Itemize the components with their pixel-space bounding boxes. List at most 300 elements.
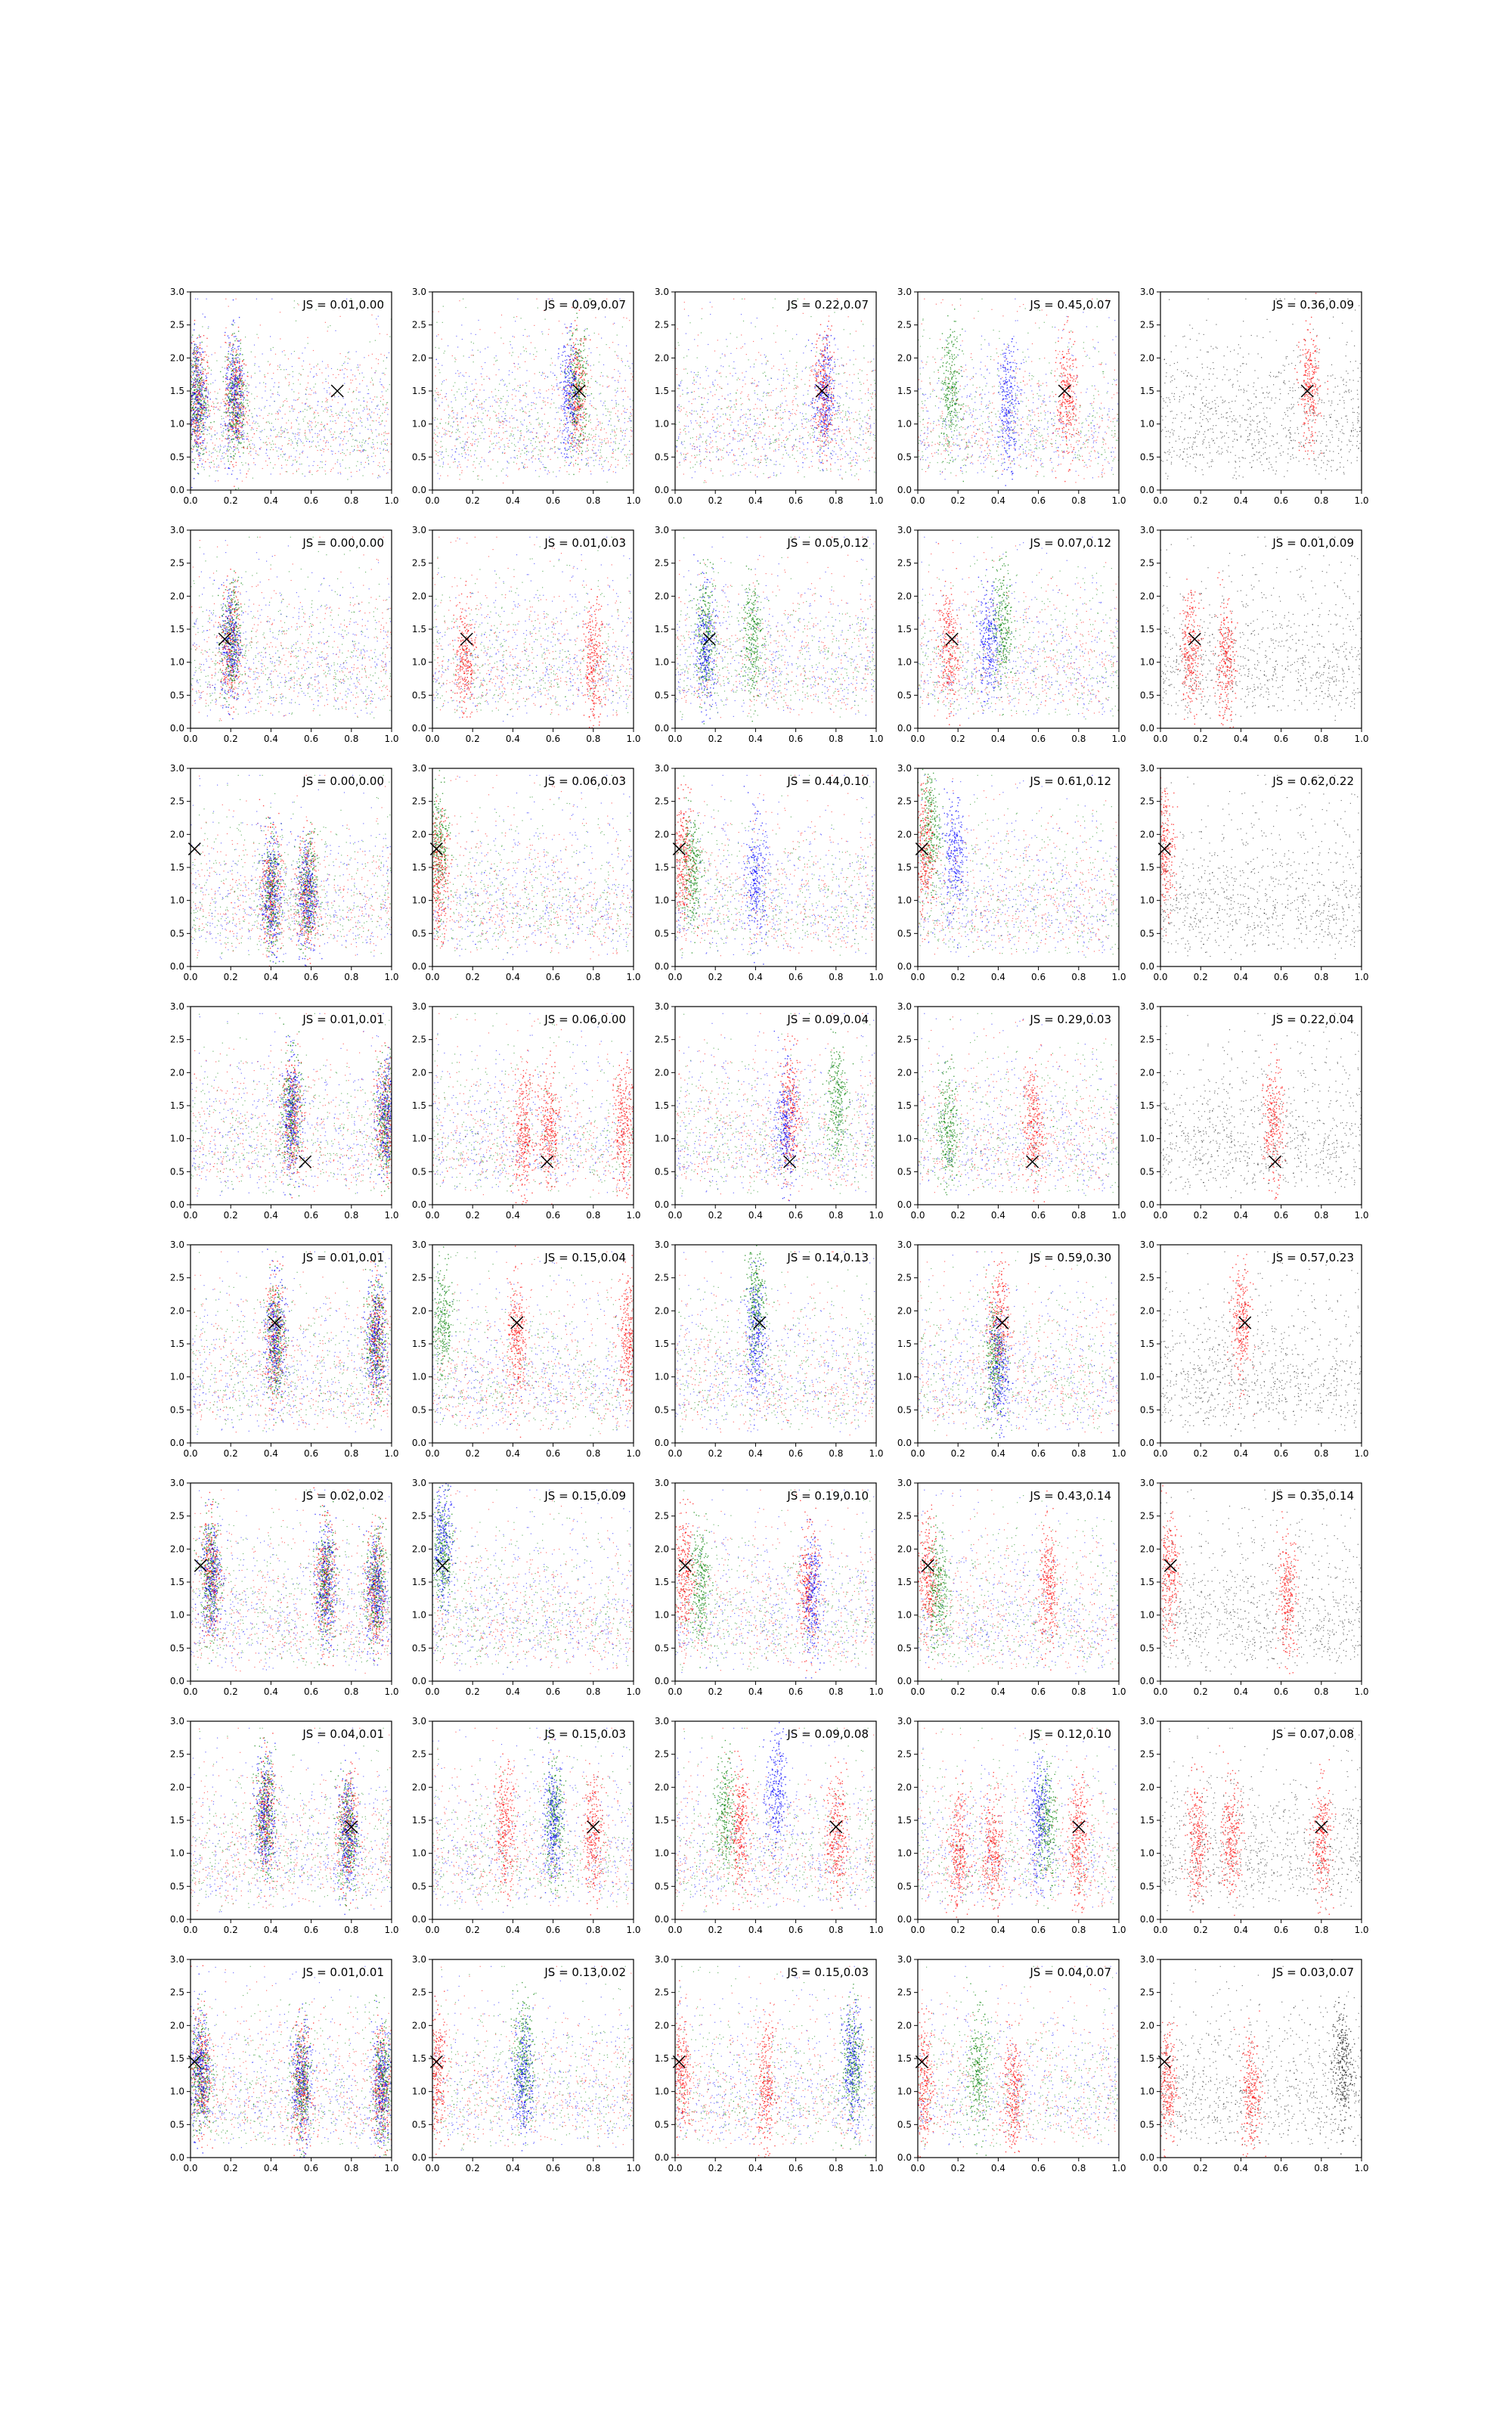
scatter-point: [238, 449, 239, 450]
scatter-point: [558, 356, 559, 357]
scatter-point: [586, 458, 587, 459]
scatter-point: [570, 370, 571, 371]
scatter-point: [606, 344, 607, 345]
scatter-point: [571, 445, 572, 446]
scatter-point: [381, 444, 382, 445]
scatter-point: [236, 465, 237, 466]
scatter-point: [245, 408, 246, 409]
scatter-point: [375, 455, 376, 456]
x-tick-label: 0.2: [224, 495, 238, 506]
scatter-point: [246, 473, 247, 474]
scatter-point: [308, 406, 309, 407]
scatter-point: [492, 406, 493, 407]
scatter-point: [594, 333, 595, 334]
scatter-point: [560, 387, 561, 388]
scatter-point: [521, 435, 522, 436]
scatter-point: [243, 414, 244, 415]
scatter-point: [590, 422, 591, 423]
scatter-point: [623, 448, 624, 449]
scatter-point: [500, 408, 501, 409]
scatter-point: [575, 419, 576, 420]
scatter-point: [278, 456, 279, 457]
scatter-point: [196, 445, 197, 446]
scatter-point: [456, 439, 457, 440]
scatter-point: [229, 383, 230, 384]
scatter-point: [201, 445, 202, 446]
scatter-point: [202, 431, 203, 432]
scatter-point: [529, 411, 530, 412]
scatter-point: [263, 442, 264, 443]
scatter-point: [206, 361, 207, 362]
scatter-point: [314, 412, 315, 413]
scatter-point: [502, 453, 503, 454]
scatter-point: [229, 382, 230, 383]
scatter-point: [339, 433, 340, 434]
scatter-point: [453, 462, 454, 463]
scatter-point: [349, 416, 350, 417]
scatter-point: [549, 472, 550, 473]
scatter-point: [622, 432, 623, 433]
scatter-point: [301, 374, 302, 375]
scatter-point: [213, 448, 214, 449]
scatter-point: [604, 429, 605, 430]
scatter-point: [236, 395, 237, 396]
scatter-point: [234, 389, 235, 390]
scatter-point: [617, 335, 618, 336]
scatter-point: [481, 366, 482, 367]
scatter-point: [237, 357, 238, 358]
scatter-point: [532, 438, 533, 439]
scatter-point: [550, 371, 551, 372]
scatter-point: [543, 464, 544, 465]
scatter-point: [545, 437, 546, 438]
scatter-point: [191, 437, 192, 438]
scatter-point: [467, 432, 468, 433]
scatter-point: [296, 450, 297, 451]
scatter-point: [199, 452, 200, 453]
scatter-point: [294, 409, 295, 410]
scatter-point: [207, 442, 208, 443]
scatter-point: [364, 409, 365, 410]
scatter-point: [243, 383, 244, 384]
scatter-point: [234, 414, 235, 415]
scatter-point: [232, 376, 233, 377]
scatter-point: [193, 417, 194, 418]
scatter-point: [600, 450, 601, 451]
scatter-point: [590, 365, 591, 366]
scatter-point: [232, 464, 233, 465]
scatter-point: [278, 386, 279, 387]
scatter-point: [444, 352, 445, 353]
scatter-point: [549, 426, 550, 427]
scatter-point: [222, 399, 223, 400]
scatter-point: [604, 461, 605, 462]
scatter-point: [278, 458, 279, 459]
scatter-point: [192, 393, 193, 394]
scatter-point: [325, 445, 326, 446]
scatter-point: [600, 393, 601, 394]
scatter-point: [295, 436, 296, 437]
scatter-point: [448, 417, 449, 418]
scatter-point: [229, 441, 230, 442]
scatter-point: [579, 425, 580, 426]
scatter-point: [311, 429, 312, 430]
scatter-point: [231, 429, 232, 430]
scatter-point: [525, 448, 526, 449]
scatter-point: [514, 363, 515, 364]
scatter-point: [575, 424, 576, 425]
scatter-point: [569, 390, 570, 391]
scatter-point: [526, 370, 527, 371]
scatter-point: [214, 413, 215, 414]
scatter-point: [235, 413, 236, 414]
scatter-point: [632, 409, 633, 410]
scatter-point: [205, 416, 206, 417]
scatter-point: [369, 409, 370, 410]
scatter-point: [228, 423, 229, 424]
scatter-point: [488, 452, 489, 453]
scatter-point: [248, 415, 249, 416]
scatter-point: [356, 351, 357, 352]
scatter-point: [438, 369, 439, 370]
scatter-point: [232, 431, 233, 432]
scatter-point: [445, 423, 446, 424]
scatter-point: [505, 384, 506, 385]
scatter-point: [606, 376, 607, 377]
scatter-point: [231, 394, 232, 395]
scatter-point: [196, 346, 197, 347]
scatter-point: [228, 408, 229, 409]
scatter-point: [578, 393, 579, 394]
scatter-point: [197, 410, 198, 411]
scatter-point: [564, 403, 565, 404]
scatter-point: [624, 408, 625, 409]
scatter-point: [512, 372, 513, 373]
scatter-point: [528, 336, 529, 337]
scatter-point: [335, 453, 336, 454]
scatter-point: [261, 447, 262, 448]
scatter-point: [538, 417, 539, 418]
scatter-point: [624, 422, 625, 423]
scatter-point: [340, 473, 341, 474]
scatter-point: [440, 447, 441, 448]
scatter-point: [561, 409, 562, 410]
scatter-point: [614, 369, 615, 370]
scatter-point: [322, 461, 323, 462]
scatter-point: [201, 360, 202, 361]
scatter-point: [230, 429, 231, 430]
scatter-point: [350, 421, 351, 422]
scatter-point: [311, 390, 312, 391]
x-tick-label: 1.0: [384, 495, 398, 506]
scatter-point: [325, 379, 326, 380]
scatter-point: [472, 390, 473, 391]
scatter-point: [221, 458, 222, 459]
scatter-point: [497, 461, 498, 462]
scatter-point: [238, 426, 239, 427]
scatter-point: [577, 417, 578, 418]
scatter-point: [631, 454, 632, 455]
scatter-point: [194, 411, 195, 412]
scatter-point: [345, 468, 346, 469]
scatter-point: [531, 402, 532, 403]
scatter-point: [593, 441, 594, 442]
scatter-point: [568, 422, 569, 423]
scatter-point: [268, 421, 269, 422]
scatter-point: [581, 453, 582, 454]
scatter-point: [475, 434, 476, 435]
scatter-point: [319, 430, 320, 431]
scatter-point: [238, 369, 239, 370]
scatter-point: [201, 380, 202, 381]
scatter-point: [307, 410, 308, 411]
scatter-point: [200, 420, 201, 421]
scatter-point: [253, 458, 254, 459]
scatter-point: [542, 450, 543, 451]
scatter-point: [256, 334, 257, 335]
scatter-point: [448, 421, 449, 422]
scatter-point: [575, 391, 576, 392]
scatter-point: [571, 462, 572, 463]
scatter-point: [344, 436, 345, 437]
scatter-point: [326, 398, 327, 399]
scatter-point: [306, 389, 307, 390]
scatter-point: [201, 370, 202, 371]
scatter-point: [206, 383, 207, 384]
scatter-point: [232, 470, 233, 471]
scatter-point: [232, 366, 233, 367]
scatter-point: [510, 433, 511, 434]
scatter-point: [586, 408, 587, 409]
scatter-point: [574, 449, 575, 450]
scatter-point: [241, 436, 242, 437]
scatter-point: [242, 414, 243, 415]
scatter-point: [297, 399, 298, 400]
scatter-point: [213, 407, 214, 408]
scatter-point: [284, 437, 285, 438]
scatter-point: [232, 429, 233, 430]
scatter-point: [575, 416, 576, 417]
scatter-point: [499, 405, 500, 406]
scatter-point: [513, 317, 514, 318]
scatter-point: [233, 359, 234, 360]
scatter-point: [234, 394, 235, 395]
scatter-point: [513, 434, 514, 435]
scatter-point: [203, 335, 204, 336]
scatter-point: [372, 420, 373, 421]
scatter-point: [330, 471, 331, 472]
scatter-point: [511, 415, 512, 416]
scatter-point: [281, 465, 282, 466]
scatter-point: [509, 374, 510, 375]
scatter-point: [248, 453, 249, 454]
scatter-point: [625, 365, 626, 366]
scatter-point: [309, 470, 310, 471]
scatter-point: [584, 349, 585, 350]
scatter-point: [282, 457, 283, 458]
scatter-point: [582, 380, 583, 381]
scatter-point: [314, 433, 315, 434]
scatter-point: [575, 338, 576, 339]
scatter-point: [192, 451, 193, 452]
scatter-point: [263, 382, 264, 383]
scatter-point: [214, 421, 215, 422]
scatter-point: [255, 356, 256, 357]
scatter-point: [565, 450, 566, 451]
scatter-point: [249, 446, 250, 447]
scatter-point: [449, 431, 450, 432]
scatter-point: [231, 425, 232, 426]
scatter-point: [362, 450, 363, 451]
scatter-point: [318, 445, 319, 446]
scatter-point: [205, 380, 206, 381]
scatter-point: [484, 429, 485, 430]
scatter-point: [387, 443, 388, 444]
scatter-point: [210, 422, 211, 423]
scatter-point: [527, 336, 528, 337]
scatter-point: [326, 381, 327, 382]
scatter-point: [299, 429, 300, 430]
scatter-point: [581, 391, 582, 392]
scatter-point: [251, 393, 252, 394]
scatter-point: [489, 379, 490, 380]
scatter-point: [286, 369, 287, 370]
scatter-point: [207, 400, 208, 401]
scatter-point: [437, 408, 438, 409]
scatter-point: [574, 363, 575, 364]
scatter-point: [627, 421, 628, 422]
scatter-point: [487, 414, 488, 415]
scatter-point: [579, 375, 580, 376]
scatter-point: [354, 446, 355, 447]
scatter-point: [539, 372, 540, 373]
scatter-point: [457, 421, 458, 422]
scatter-point: [379, 435, 380, 436]
scatter-point: [515, 379, 516, 380]
scatter-point: [378, 316, 379, 317]
scatter-point: [367, 455, 368, 456]
scatter-point: [578, 439, 579, 440]
scatter-point: [240, 399, 241, 400]
scatter-point: [588, 463, 589, 464]
scatter-point: [568, 435, 569, 436]
scatter-point: [206, 386, 207, 387]
scatter-point: [225, 381, 226, 382]
scatter-point: [226, 387, 227, 388]
scatter-point: [455, 397, 456, 398]
scatter-point: [385, 374, 386, 375]
scatter-point: [251, 413, 252, 414]
scatter-point: [576, 395, 577, 396]
scatter-point: [509, 463, 510, 464]
scatter-point: [275, 419, 276, 420]
scatter-point: [368, 393, 369, 394]
scatter-point: [296, 420, 297, 421]
scatter-point: [441, 454, 442, 455]
scatter-point: [575, 417, 576, 418]
scatter-point: [268, 438, 269, 439]
scatter-point: [300, 411, 301, 412]
scatter-point: [229, 385, 230, 386]
scatter-point: [629, 460, 630, 461]
scatter-point: [352, 439, 353, 440]
scatter-point: [579, 352, 580, 353]
scatter-point: [580, 394, 581, 395]
scatter-point: [456, 448, 457, 449]
scatter-point: [201, 362, 202, 363]
scatter-point: [297, 434, 298, 435]
scatter-point: [224, 405, 225, 406]
scatter-point: [478, 400, 479, 401]
scatter-point: [577, 317, 578, 318]
scatter-point: [518, 356, 519, 357]
scatter-point: [446, 399, 447, 400]
scatter-point: [600, 376, 601, 377]
scatter-point: [543, 400, 544, 401]
scatter-point: [572, 333, 573, 334]
scatter-point: [570, 349, 571, 350]
scatter-point: [237, 413, 238, 414]
scatter-point: [496, 355, 497, 356]
scatter-point: [367, 443, 368, 444]
scatter-point: [562, 372, 563, 373]
scatter-point: [468, 447, 469, 448]
scatter-point: [200, 421, 201, 422]
scatter-point: [198, 403, 199, 404]
scatter-point: [622, 391, 623, 392]
scatter-point: [571, 382, 572, 383]
scatter-point: [223, 431, 224, 432]
scatter-point: [196, 359, 197, 360]
scatter-point: [340, 438, 341, 439]
scatter-point: [371, 431, 372, 432]
scatter-point: [225, 389, 226, 390]
scatter-point: [208, 409, 209, 410]
scatter-point: [585, 329, 586, 330]
scatter-point: [348, 352, 349, 353]
scatter-point: [465, 444, 466, 445]
scatter-point: [511, 355, 512, 356]
scatter-point: [275, 444, 276, 445]
scatter-point: [525, 348, 526, 349]
scatter-point: [622, 449, 623, 450]
scatter-point: [192, 378, 193, 379]
scatter-point: [494, 412, 495, 413]
scatter-point: [233, 415, 234, 416]
scatter-point: [536, 404, 537, 405]
scatter-point: [192, 434, 193, 435]
scatter-point: [289, 456, 290, 457]
scatter-point: [613, 471, 614, 472]
scatter-point: [459, 300, 460, 301]
scatter-point: [202, 413, 203, 414]
scatter-point: [307, 387, 308, 388]
scatter-point: [386, 402, 387, 403]
scatter-point: [197, 416, 198, 417]
scatter-point: [199, 458, 200, 459]
scatter-point: [571, 330, 572, 331]
scatter-point: [371, 411, 372, 412]
scatter-point: [541, 375, 542, 376]
scatter-point: [197, 366, 198, 367]
scatter-point: [227, 448, 228, 449]
scatter-point: [436, 388, 437, 389]
scatter-point: [575, 426, 576, 427]
scatter-point: [578, 414, 579, 415]
scatter-point: [340, 353, 341, 354]
scatter-point: [555, 446, 556, 447]
scatter-point: [234, 322, 235, 323]
